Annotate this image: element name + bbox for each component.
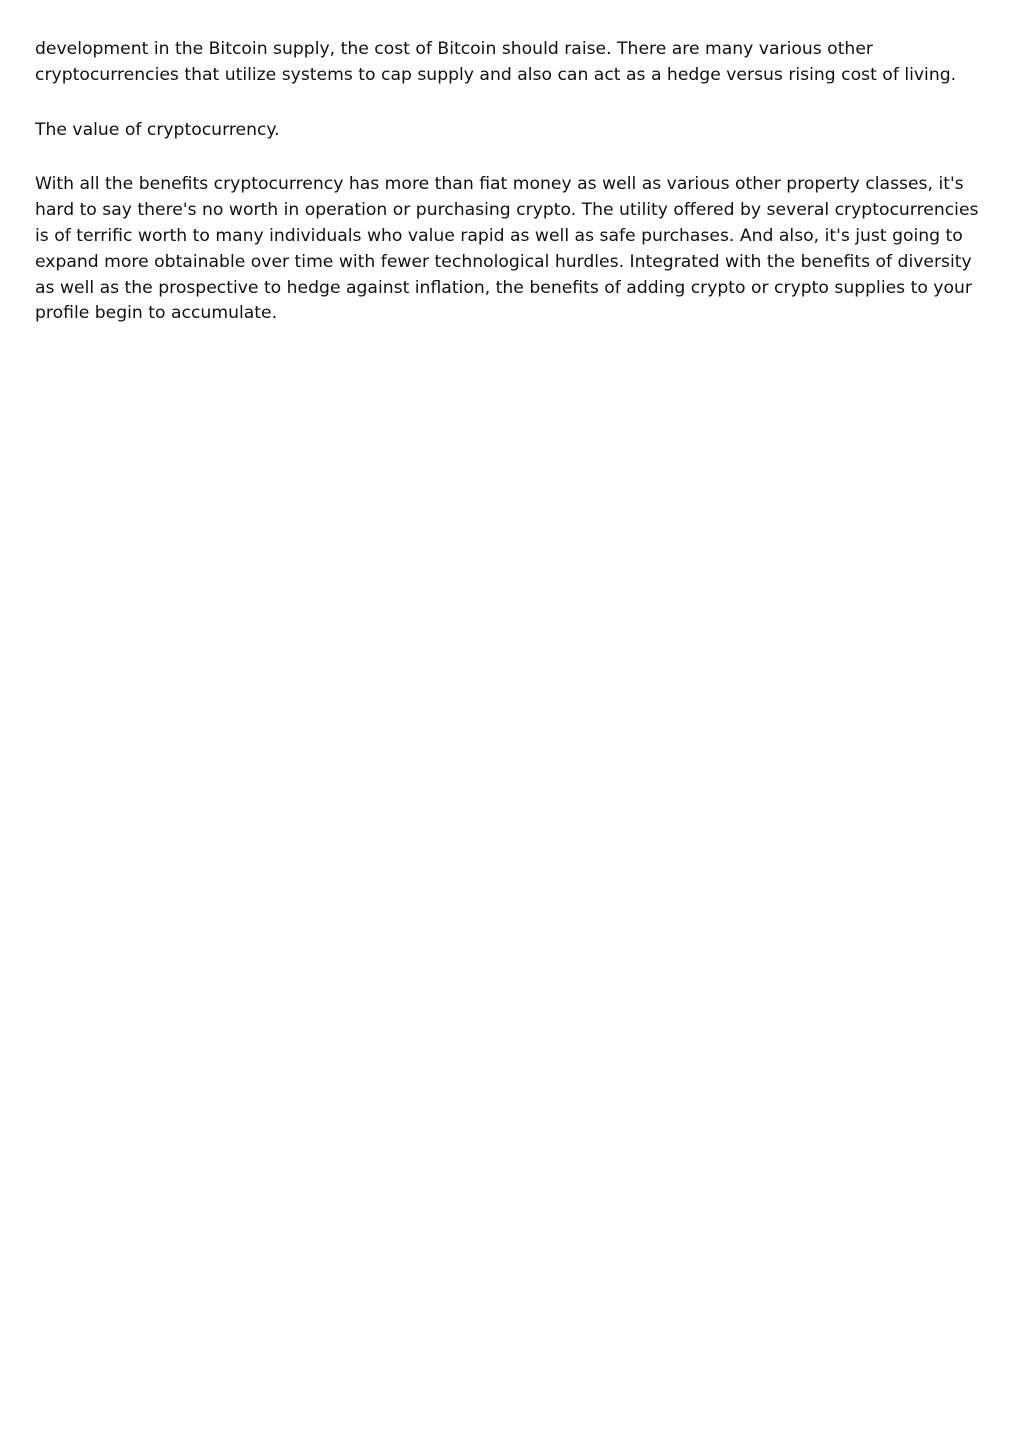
document-body xyxy=(35,37,995,356)
section-heading-value-of-cryptocurrency: The value of cryptocurrency. xyxy=(35,119,280,140)
paragraph-benefits: With all the benefits cryptocurrency has more than fiat money as well as various other property classes, it's hard to say there's no worth in operation or purchasing crypto. The utility offered by several cryptocurrencies is of terrific worth to many individuals who value rapid as well as safe purchases. And also, it's just going to expand more obtainable over time with fewer technological hurdles. Integrated with the benefits of diversity as well as the prospective to hedge against inflation, the benefits of adding crypto or crypto supplies to your profile begin to accumulate. xyxy=(35,174,979,324)
paragraph-bitcoin-supply: development in the Bitcoin supply, the cost of Bitcoin should raise. There are many various other cryptocurrencies that utilize systems to cap supply and also can act as a hedge versus rising cost of living. xyxy=(35,39,957,85)
